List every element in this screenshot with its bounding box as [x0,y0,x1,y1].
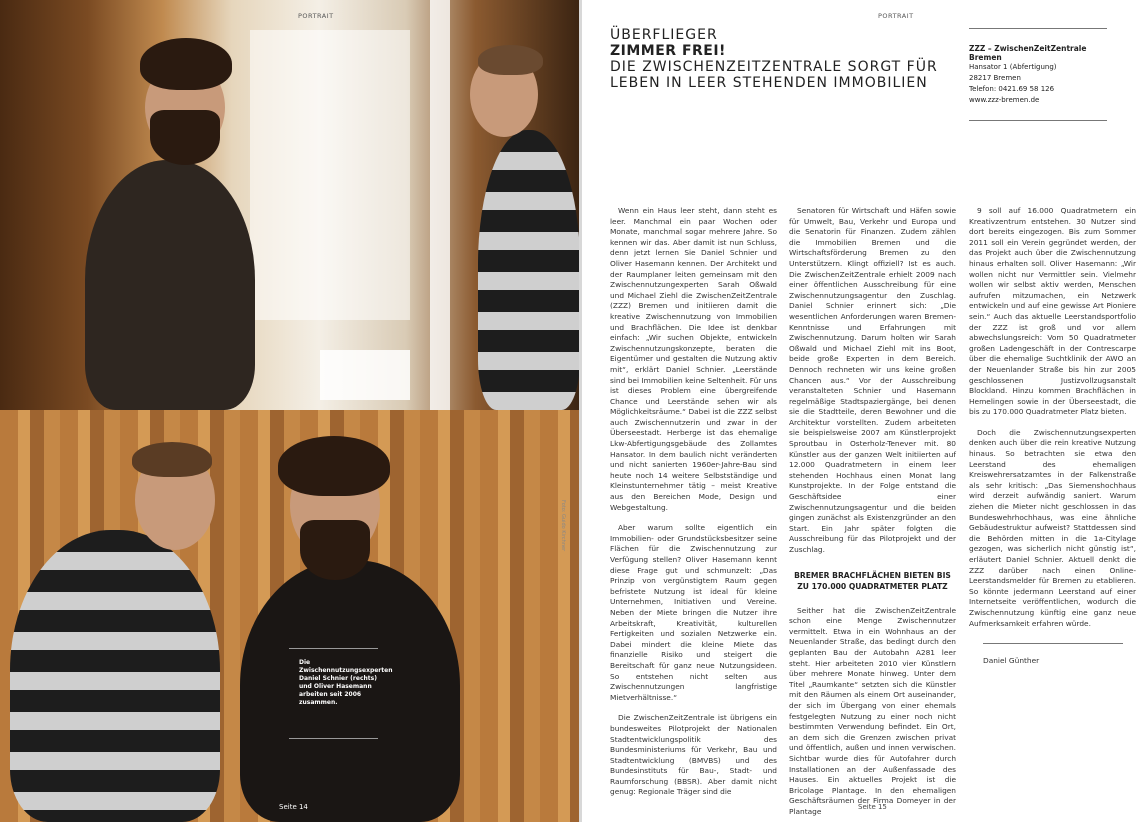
paragraph: Wenn ein Haus leer steht, dann steht es leer. Manchmal ein paar Wochen oder Monate, manchmal sogar mehrere Jahre. So kennen wir das. Aber damit ist nun Schluss, denn jetzt lernen Sie Daniel Schnier und Oliver Hasemann kennen. Der Architekt und der Raumplaner leiten gemeinsam mit den Zwischennutzungexperten Sarah Oßwald und Michael Ziehl die ZwischenZeitZentrale (ZZZ) Bremen und initiieren damit die kreative Zwischennutzung von Immobilien und Brachflächen. Die Idee ist denkbar einfach: „Wir suchen Objekte, entwickeln Zwischennutzungskonzepte, beraten die Eigentümer und gestalten die Nutzung aktiv mit“, erklärt Daniel Schnier. „Leerstände sind bei Immobilien keine Seltenheit. Für uns ist dieses Problem eine übergreifende Chance und Leerstände sehen wir als Möglichkeitsräume.“ Dabei ist die ZZZ selbst auch Zwischennutzerin und zwar in der Überseestadt. Herberge ist das ehemalige Lkw-Abfertigungsgebäude des Zollamtes Hansator. In dem baulich nicht veränderten und nicht sanierten 1960er-Jahre-Bau sind heute noch 14 weitere Selbstständige und Kleinstunternehmer tätig – meist Kreative aus den Bereichen Mode, Design und Webgestaltung. [610,206,777,512]
info-rule-bottom [969,120,1107,121]
caption-rule-top [289,648,378,649]
article-heading [610,27,940,91]
info-address: Hansator 1 (Abfertigung) [969,63,1057,71]
page-gutter [579,0,582,822]
photo-caption [289,648,393,707]
paragraph: Seither hat die ZwischenZeitZentrale schon eine Menge Zwischennutzer vermittelt. Etwa in ein Wohnhaus an der Neuenlander Straße, das bedingt durch den geplanten Bau der Autobahn A281 leer steht. Hier arbeiteten 2010 vier Künstlern über mehrere Monate hinweg. Unter dem Titel „Raumkante“ setzten sich die Künstler mit den Räumen als einem Ort auseinander, der sich im Übergang von einer ehemals festgelegten Nutzung zu einer noch nicht bestimmten Verwendung befindet. Ein Ort, an dem sich die Grenzen zwischen privat und öffentlich, außen und innen verwischen. Sichtbar wurde dies für Autofahrer durch Installationen an der Außenfassade des Hauses. Ein aktuelles Projekt ist die Bricolage Plantage. In den ehemaligen Geschäftsräumen der Firma Domeyer in der Plantage [789,605,956,816]
text-column-2 [789,206,956,827]
subheading: BREMER BRACHFLÄCHEN BIETEN BIS ZU 170.000 QUADRATMETER PLATZ [794,570,951,591]
author-rule [983,643,1123,644]
caption-rule-bottom [289,738,378,739]
man-striped-sweater-bottom [10,530,220,822]
text-column-3 [969,206,1136,667]
kicker: ÜBERFLIEGER [610,27,718,43]
caption-text: Die Zwischennutzungsexperten Daniel Schnier (rechts) und Oliver Hasemann arbeiten seit 2006 zusammen. [299,659,393,706]
man-in-sweater [85,160,255,410]
man-striped-sweater [478,130,580,410]
paragraph: 9 soll auf 16.000 Quadratmetern ein Kreativzentrum entstehen. 30 Nutzer sind dort bereits eingezogen. Bis zum Sommer 2011 soll ein Verein gegründet werden, der das Projekt auch über die Zwischennutzung hinaus erhalten soll. Oliver Hasemann: „Wir wollen nicht nur Vermittler sein. Vielmehr wollen wir selbst aktiv werden, Menschen aufrufen mitzumachen, ein Netzwerk entwickeln und auf eine gewisse Art Pioniere sein.“ Auch das aktuelle Leerstandsportfolio der ZZZ ist groß und vor allem abwechslungsreich: Vom 50 Quadratmeter großen Ladengeschäft in der Contrescarpe über die ehemalige Suchtklinik der AWO an der Neuenlander Straße bis hin zur 2005 geschlossenen Justizvollzugsanstalt Blockland. Hinzu kommen Brachflächen in Hemelingen sowie in der Überseestadt, die bis zu 170.000 Quadratmeter Platz bieten. [969,206,1136,417]
window-reflection [250,30,410,320]
photo-bottom [0,410,580,822]
article-subtitle: DIE ZWISCHENZEITZENTRALE SORGT FÜR LEBEN IN LEER STEHENDEN IMMOBILIEN [610,59,938,91]
author-name: Daniel Günther [983,656,1040,666]
folio-right: Seite 15 [858,803,887,811]
paragraph: Senatoren für Wirtschaft und Häfen sowie für Umwelt, Bau, Verkehr und Europa und die Senatorin für Finanzen. Zudem zählen die Immobilien Bremen und die Wirtschaftsförderung Bremen zu den Unterstützern. Klingt offiziell? Ist es auch. Die ZwischenZeitZentrale erhielt 2009 nach einer öffentlichen Ausschreibung für eine Zwischennutzungsagentur den Zuschlag. Daniel Schnier erinnert sich: „Die wesentlichen Anforderungen waren Bremen-Kenntnisse und Erfahrungen mit Zwischennutzung. Darum holten wir Sarah Oßwald und Michael Ziehl mit ins Boot, beide große Experten in dem Bereich. Dennoch rechneten wir uns keine großen Chancen aus.“ Vor der Ausschreibung veranstalteten Schnier und Hasemann regelmäßige Stadtspaziergänge, bei denen sie die Stadtteile, deren Bewohner und die Architektur vorstellten. Zudem arbeiteten sie beispielsweise 2007 am Künstlerprojekt Sproutbau in Osterholz-Tenever mit. 80 Künstler aus der ganzen Welt initiierten auf 12.000 Quadratmetern in einem leer stehenden Hochhaus einen Monat lang Kunstprojekte. In der Folge entstand die Geschäftsidee einer Zwischennutzungsagentur und die beiden gingen zunächst als Existenzgründer an den Start. Ein Jahr später folgten die Ausschreibung für das Pilotprojekt und der Zuschlag. [789,206,956,554]
info-website[interactable]: www.zzz-bremen.de [969,96,1040,104]
paragraph: Die ZwischenZeitZentrale ist übrigens ein bundesweites Pilotprojekt der Nationalen Stadtentwicklungspolitik des Bundesministeriums für Verkehr, Bau und Stadtentwicklung (BMVBS) und des Bundesinstituts für Bau-, Stadt- und Raumforschung (BBSR). Aber damit nicht genug: Regionale Träger sind die [610,713,777,797]
photo-top [0,0,580,410]
papers-on-desk [320,350,410,400]
man-beard-bottom [300,520,370,580]
contact-info-box [969,28,1107,121]
info-phone: Telefon: 0421.69 58 126 [969,85,1055,93]
man-with-glasses-hair [478,45,543,75]
man-hair-bottom [278,436,390,496]
photo-credit: Foto: Guido Kirchner [560,500,566,552]
section-label-left: PORTRAIT [298,12,334,20]
folio-left: Seite 14 [279,803,308,811]
window-frame [430,0,450,410]
text-column-1 [610,206,777,808]
article-title: ZIMMER FREI! [610,43,726,59]
info-rule-top [969,28,1107,29]
man-with-glasses-hair-bottom [132,442,212,477]
man-hair [140,38,232,90]
info-city: 28217 Bremen [969,74,1021,82]
section-label-right: PORTRAIT [878,12,914,20]
info-org: ZZZ – ZwischenZeitZentrale Bremen [969,44,1087,62]
paragraph: Doch die Zwischennutzungsexperten denken auch über die rein kreative Nutzung hinaus. So betrachten sie etwa den Leerstand des ehemaligen Kreiswehrersatzamtes in der Falkenstraße als sehr kritisch: „Das Siemenshochhaus wird derzeit aufwändig saniert. Warum ziehen die Mieter nicht geschlossen in das Bundeswehrhochhaus, was eine ähnliche Gebäudestruktur aufweist? Stattdessen sind die Behörden mitten in die 1a-Citylage gezogen, was sicherlich nicht günstig ist“, erläutert Daniel Schnier. Aktuell denkt die ZZZ darüber nach einen Online-Leerstandsmelder für Bremen zu etablieren. So könnte jedermann Leerstand auf einer Internetseite veröffentlichen, wodurch die Zwischennutzung künftig eine ganz neue Aufmerksamkeit erfahren würde. [969,427,1136,628]
man-beard [150,110,220,165]
paragraph: Aber warum sollte eigentlich ein Immobilien- oder Grundstücksbesitzer seine Flächen für die Zwischennutzung zur Verfügung stellen? Oliver Hasemann kennt diese Frage gut und schmunzelt: „Das Prinzip von vergünstigtem Raum gegen befristete Nutzung ist ideal für kleine Unternehmen, Initiativen und Vereine. Neben der Miete bringen die Nutzer ihre Arbeitskraft, Kreativität, kulturellen Fertigkeiten und sozialen Netzwerke ein. Dabei mindert die kleine Miete das finanzielle Risiko und steigert die Bereitschaft für ganz neue Nutzungsideen. So entstehen nicht selten aus Zwischennutzungen langfristige Mietverhältnisse.“ [610,523,777,702]
